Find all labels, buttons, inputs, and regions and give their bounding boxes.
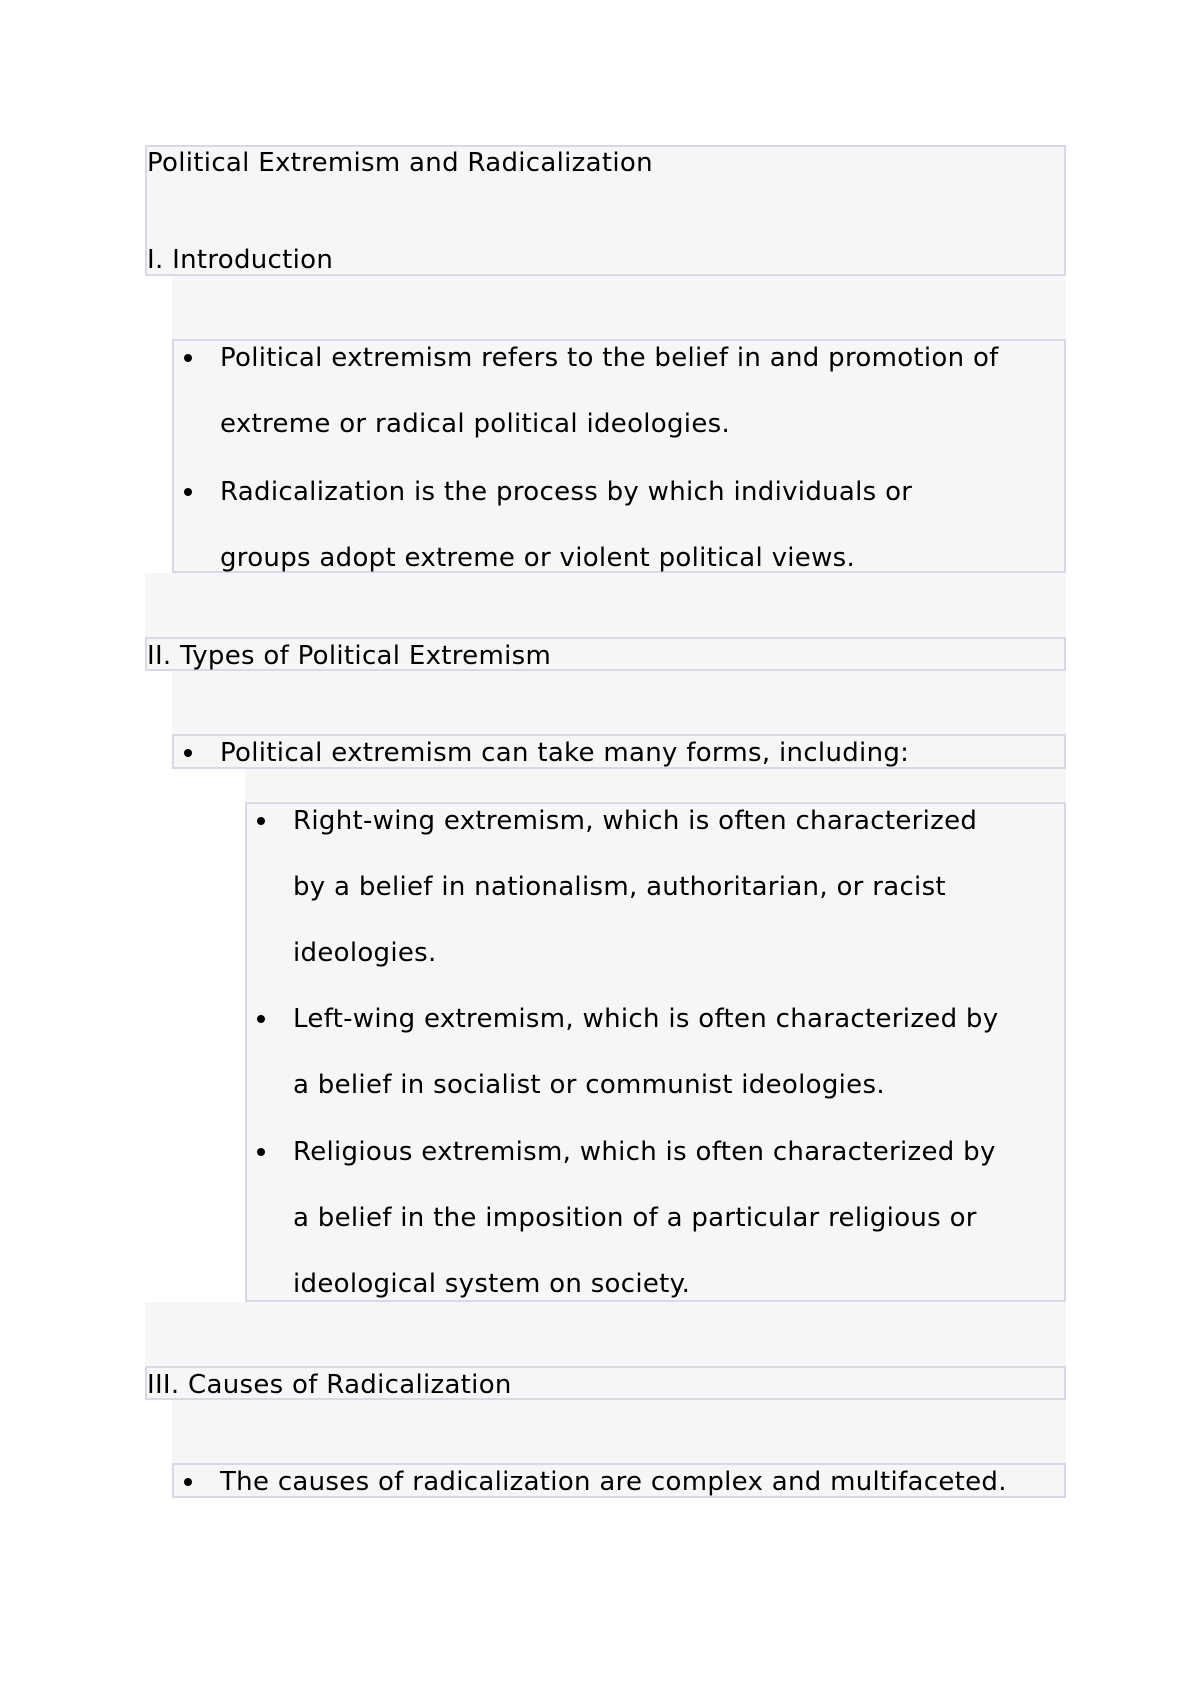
document-title: Political Extremism and Radicalization	[147, 148, 653, 178]
list-item-line: The causes of radicalization are complex and multifaceted.	[220, 1467, 1007, 1497]
spacer-block	[245, 769, 1066, 802]
bullet-icon	[184, 488, 192, 496]
bullet-icon	[257, 1015, 265, 1023]
list-item-line: Radicalization is the process by which individuals or	[220, 477, 913, 507]
spacer-block	[172, 276, 1066, 339]
section-heading: I. Introduction	[147, 245, 334, 275]
sublist-item-line: ideologies.	[293, 938, 437, 968]
section-heading: II. Types of Political Extremism	[147, 641, 552, 671]
bullet-icon	[257, 1148, 265, 1156]
bullet-icon	[257, 817, 265, 825]
sublist-item-line: Left-wing extremism, which is often characterized by	[293, 1004, 999, 1034]
list-item-line: groups adopt extreme or violent political views.	[220, 543, 856, 573]
sublist-item-line: a belief in the imposition of a particular religious or	[293, 1203, 977, 1233]
sublist-item-line: ideological system on society.	[293, 1269, 691, 1299]
bullet-icon	[184, 354, 192, 362]
bullet-icon	[184, 749, 192, 757]
bullet-icon	[184, 1478, 192, 1486]
section-heading: III. Causes of Radicalization	[147, 1370, 512, 1400]
intro-list	[172, 339, 1066, 573]
list-item-line: Political extremism can take many forms, including:	[220, 738, 910, 768]
spacer-block	[172, 671, 1066, 734]
spacer-block	[145, 1302, 1066, 1366]
sublist-item-line: Right-wing extremism, which is often characterized	[293, 806, 978, 836]
list-item-line: Political extremism refers to the belief in and promotion of	[220, 343, 999, 373]
sublist-item-line: Religious extremism, which is often characterized by	[293, 1137, 996, 1167]
spacer-block	[172, 1400, 1066, 1463]
list-item-line: extreme or radical political ideologies.	[220, 409, 731, 439]
sublist-item-line: by a belief in nationalism, authoritarian, or racist	[293, 872, 946, 902]
spacer-block	[145, 573, 1066, 637]
sublist-item-line: a belief in socialist or communist ideologies.	[293, 1070, 885, 1100]
